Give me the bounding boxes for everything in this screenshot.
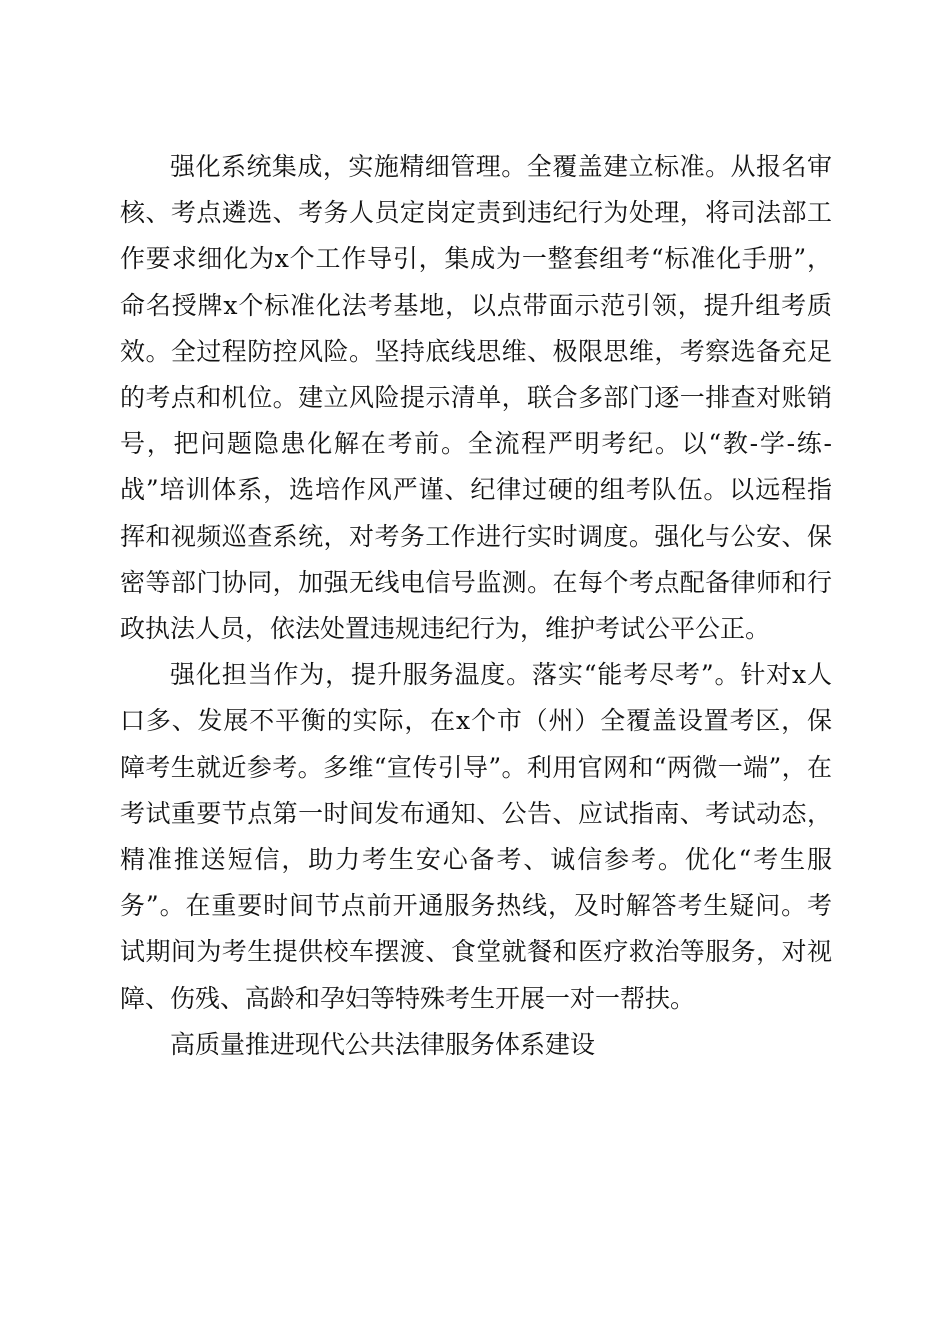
closing-title: 高质量推进现代公共法律服务体系建设 (170, 1029, 596, 1059)
paragraph-system-integration: 强化系统集成，实施精细管理。全覆盖建立标准。从报名审核、考点遴选、考务人员定岗定责到违纪行为处理，将司法部工作要求细化为x个工作导引，集成为一整套组考“标准化手册”，命名授牌x个标准化法考基地，以点带面示范引领，提升组考质效。全过程防控风险。坚持底线思维、极限思维，考察选备充足的考点和机位。建立风险提示清单，联合多部门逐一排查对账销号，把问题隐患化解在考前。全流程严明考纪。以“教-学-练-战”培训体系，选培作风严谨、纪律过硬的组考队伍。以远程指挥和视频巡查系统，对考务工作进行实时调度。强化与公安、保密等部门协同，加强无线电信号监测。在每个考点配备律师和行政执法人员，依法处置违规违纪行为，维护考试公平公正。 (120, 152, 832, 644)
paragraph-service-warmth: 强化担当作为，提升服务温度。落实“能考尽考”。针对x人口多、发展不平衡的实际，在x个市（州）全覆盖设置考区，保障考生就近参考。多维“宣传引导”。利用官网和“两微一端”，在考试重要节点第一时间发布通知、公告、应试指南、考试动态，精准推送短信，助力考生安心备考、诚信参考。优化“考生服务”。在重要时间节点前开通服务热线，及时解答考生疑问。考试期间为考生提供校车摆渡、食堂就餐和医疗救治等服务，对视障、伤残、高龄和孕妇等特殊考生开展一对一帮扶。 (120, 660, 832, 1013)
document-body (120, 144, 832, 1068)
